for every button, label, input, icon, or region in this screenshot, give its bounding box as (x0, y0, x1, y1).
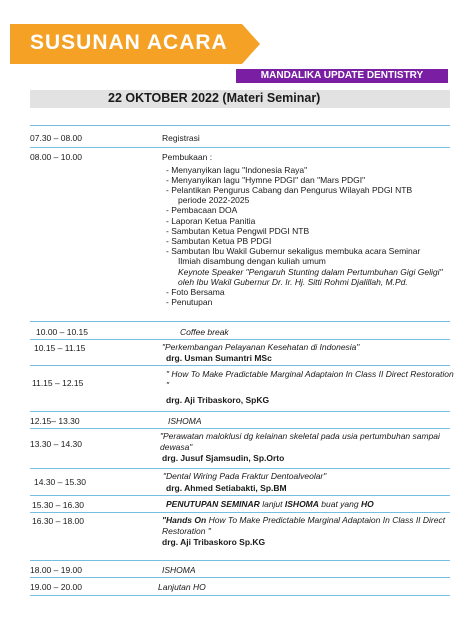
schedule-row (30, 428, 450, 469)
schedule-row (30, 339, 450, 366)
title-part: ISHOMA (284, 499, 319, 509)
row-title: Registrasi (162, 133, 200, 143)
schedule-row (30, 125, 450, 148)
row-time: 08.00 – 10.00 (30, 152, 82, 162)
schedule-row (30, 495, 450, 513)
row-time: 13.30 – 14.30 (30, 439, 82, 449)
title-part: PENUTUPAN SEMINAR (166, 499, 260, 509)
title-banner (10, 24, 260, 64)
row-title: ISHOMA (168, 416, 202, 426)
row-title: " How To Make Pradictable Marginal Adaptaion In Class II Direct Restoration " (166, 369, 454, 390)
list-item: - Menyanyikan lagu "Hymne PDGI" dan "Mars PDGI" (166, 174, 366, 185)
row-time: 18.00 – 19.00 (30, 565, 82, 575)
row-speaker: drg. Aji Tribaskoro, SpKG (166, 395, 270, 405)
list-item: - Laporan Ketua Panitia (166, 215, 256, 226)
row-title: "Dental Wiring Pada Fraktur Dentoalveolar" (163, 471, 327, 481)
page-title: SUSUNAN ACARA (30, 31, 228, 54)
list-item: - Foto Bersama (166, 286, 225, 297)
row-time: 10.15 – 11.15 (34, 343, 86, 353)
schedule-row (30, 147, 450, 322)
list-item: - Penutupan (166, 297, 213, 308)
list-item: - Sambutan Ibu Wakil Gubernur sekaligus membuka acara Seminar (166, 246, 421, 257)
list-item: - Pelantikan Pengurus Cabang dan Pengurus Wilayah PDGI NTB (166, 184, 413, 195)
title-part: How To Make Predictable Marginal Adaptaion In Class II Direct Restoration " (162, 515, 446, 536)
row-time: 14.30 – 15.30 (34, 477, 86, 487)
row-title (166, 499, 454, 510)
title-part: buat yang (321, 499, 359, 509)
list-item: - Menyanyikan lagu "Indonesia Raya" (166, 164, 308, 175)
title-part: lanjut (262, 499, 283, 509)
row-time: 19.00 – 20.00 (30, 582, 82, 592)
list-item: Keynote Speaker "Pengaruh Stunting dalam Pertumbuhan Gigi Geligi" oleh Ibu Wakil Gubernur Dr. Ir. Hj. Sitti Rohmi Djalillah, M.Pd. (178, 266, 443, 287)
event-date: 22 OKTOBER 2022 (Materi Seminar) (108, 91, 321, 105)
schedule-row (30, 321, 450, 340)
row-title (162, 515, 450, 536)
row-time: 15.30 – 16.30 (32, 500, 84, 510)
row-time: 11.15 – 12.15 (32, 378, 84, 388)
list-item: - Sambutan Ketua PB PDGI (166, 235, 272, 246)
schedule-row (30, 512, 450, 561)
row-title: Lanjutan HO (158, 582, 206, 592)
row-speaker: drg. Jusuf Sjamsudin, Sp.Orto (162, 453, 285, 463)
row-time: 12.15– 13.30 (30, 416, 80, 426)
event-subtitle: MANDALIKA UPDATE DENTISTRY (236, 69, 448, 83)
row-title: Coffee break (180, 327, 229, 337)
date-bar (30, 90, 450, 108)
row-time: 07.30 – 08.00 (30, 133, 82, 143)
list-item: Ilmiah disambung dengan kuliah umum (178, 256, 326, 267)
schedule-row (30, 411, 450, 429)
row-time: 16.30 – 18.00 (32, 516, 84, 526)
program-list (162, 165, 450, 308)
row-time: 10.00 – 10.15 (36, 327, 88, 337)
title-part: "Hands On (162, 515, 207, 525)
row-title: "Perkembangan Pelayanan Kesehatan di Indonesia" (162, 342, 360, 352)
schedule-row (30, 468, 450, 496)
schedule-row (30, 577, 450, 596)
row-title: ISHOMA (162, 565, 196, 575)
schedule-row (30, 365, 454, 412)
row-title: Pembukaan : (162, 152, 213, 162)
row-title: "Perawatan maloklusi dg kelainan skeletal pada usia pertumbuhan sampai dewasa" (160, 431, 440, 452)
title-part: HO (361, 499, 374, 509)
row-speaker: drg. Usman Sumantri MSc (166, 353, 272, 363)
row-content (162, 152, 450, 307)
row-speaker: drg. Aji Tribaskoro Sp.KG (162, 537, 266, 547)
row-speaker: drg. Ahmed Setiabakti, Sp.BM (166, 483, 287, 493)
schedule-row (30, 560, 450, 578)
list-item: - Pembacaan DOA (166, 205, 238, 216)
list-item: periode 2022-2025 (178, 195, 250, 206)
list-item: - Sambutan Ketua Pengwil PDGI NTB (166, 225, 310, 236)
